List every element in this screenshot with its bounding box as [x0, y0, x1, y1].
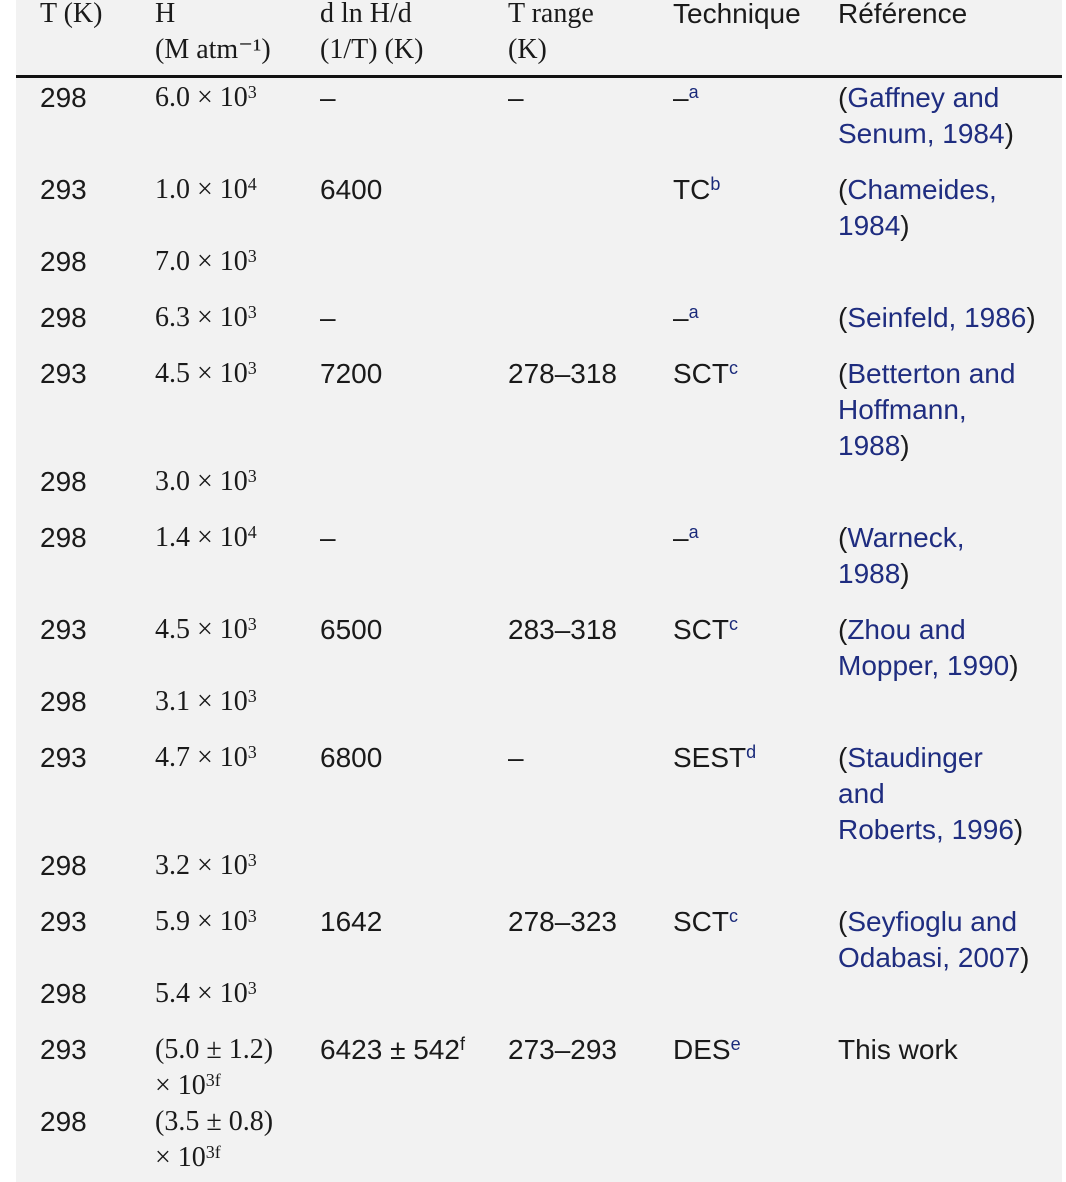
cell-technique: [673, 740, 756, 776]
cell-dlnh: [320, 904, 382, 940]
cell-dlnh: [320, 740, 382, 776]
paren-open: (: [838, 82, 848, 113]
table-row: [16, 520, 1062, 592]
henry-exponent: 3f: [205, 1142, 221, 1162]
cell-henry-constant: [155, 520, 257, 556]
paren-open: (: [838, 358, 848, 389]
cell-technique: [673, 1032, 741, 1068]
cell-technique: [673, 904, 738, 940]
henry-value: 5.4 × 10: [155, 978, 248, 1009]
table-row: [16, 904, 1062, 976]
cell-technique: [673, 612, 738, 648]
technique-value: –: [673, 522, 689, 553]
dlnh-value: 6800: [320, 742, 383, 773]
dlnh-value: –: [320, 82, 336, 113]
technique-value: SEST: [673, 742, 747, 773]
cell-temperature: 293: [40, 742, 87, 773]
paren-open: (: [838, 522, 848, 553]
paren-close: ): [1026, 302, 1036, 333]
dlnh-value: 6400: [320, 174, 383, 205]
reference-link[interactable]: Seyfioglu and Odabasi, 2007: [838, 906, 1021, 973]
dlnh-footnote: f: [459, 1034, 465, 1054]
henry-constant-table: [16, 0, 1062, 1182]
technique-footnote: e: [730, 1034, 741, 1054]
henry-value: 1.0 × 10: [155, 174, 248, 205]
cell-t-range: –: [508, 742, 524, 773]
technique-footnote: d: [746, 742, 757, 762]
henry-exponent: 3: [247, 686, 257, 706]
henry-exponent: 3: [247, 246, 257, 266]
cell-henry-constant: [155, 172, 257, 208]
cell-reference: [838, 740, 1058, 848]
technique-footnote: a: [688, 82, 699, 102]
dlnh-value: 6500: [320, 614, 383, 645]
header-technique: Technique: [673, 0, 801, 29]
header-temperature: T (K): [40, 0, 103, 29]
cell-temperature: 298: [40, 978, 87, 1009]
technique-footnote: c: [729, 906, 738, 926]
henry-exponent: 3: [247, 466, 257, 486]
cell-technique: [673, 300, 699, 336]
cell-temperature: 298: [40, 522, 87, 553]
cell-henry-constant: [155, 612, 257, 648]
cell-henry-constant: [155, 904, 257, 940]
technique-value: TC: [673, 174, 711, 205]
henry-value: 5.9 × 10: [155, 906, 248, 937]
table-row: [16, 172, 1062, 244]
paren-open: (: [838, 906, 848, 937]
cell-reference: [838, 80, 1058, 152]
paren-open: (: [838, 174, 848, 205]
henry-exponent: 3: [247, 906, 257, 926]
cell-dlnh: [320, 172, 382, 208]
cell-technique: [673, 80, 699, 116]
technique-footnote: a: [688, 302, 699, 322]
henry-value: 4.5 × 10: [155, 358, 248, 389]
table-row: [16, 612, 1062, 684]
henry-value: 6.0 × 10: [155, 82, 248, 113]
table-row: [16, 976, 1062, 1012]
table-row: [16, 356, 1062, 464]
paren-close: ): [1009, 650, 1019, 681]
table-row: [16, 300, 1062, 336]
henry-exponent: 4: [247, 522, 257, 542]
cell-t-range: 278–318: [508, 358, 618, 389]
cell-henry-constant: [155, 1104, 273, 1176]
cell-technique: [673, 172, 720, 208]
cell-temperature: 293: [40, 174, 87, 205]
technique-value: –: [673, 82, 689, 113]
header-t-range: T range (K): [508, 0, 594, 65]
henry-exponent: 4: [247, 174, 257, 194]
paren-open: (: [838, 614, 848, 645]
henry-exponent: 3: [247, 614, 257, 634]
cell-temperature: 293: [40, 906, 87, 937]
cell-henry-constant: [155, 464, 257, 500]
reference-link[interactable]: Warneck, 1988: [838, 522, 965, 589]
cell-t-range: –: [508, 82, 524, 113]
henry-exponent: 3: [247, 82, 257, 102]
paren-close: ): [900, 430, 910, 461]
table-row: [16, 684, 1062, 720]
paren-close: ): [900, 558, 910, 589]
header-reference: Référence: [838, 0, 968, 29]
reference-link[interactable]: Betterton and Hoffmann, 1988: [838, 358, 1016, 461]
cell-t-range: 283–318: [508, 614, 618, 645]
dlnh-value: 7200: [320, 358, 383, 389]
cell-henry-constant: [155, 740, 257, 776]
cell-dlnh: [320, 520, 336, 556]
cell-t-range: 273–293: [508, 1034, 618, 1065]
reference-link[interactable]: Staudinger and Roberts, 1996: [838, 742, 1014, 845]
cell-technique: [673, 356, 738, 392]
dlnh-value: 1642: [320, 906, 383, 937]
technique-value: –: [673, 302, 689, 333]
henry-exponent: 3: [247, 742, 257, 762]
cell-dlnh: [320, 80, 336, 116]
technique-footnote: a: [688, 522, 699, 542]
table-row: [16, 1032, 1062, 1104]
cell-temperature: 298: [40, 686, 87, 717]
reference-link[interactable]: Chameides, 1984: [838, 174, 997, 241]
paren-close: ): [1013, 814, 1024, 845]
table-header: [16, 0, 1062, 76]
cell-reference: [838, 612, 1058, 684]
henry-value: 3.1 × 10: [155, 686, 248, 717]
cell-henry-constant: [155, 684, 257, 720]
cell-technique: [673, 520, 699, 556]
paren-close: ): [1020, 942, 1030, 973]
dlnh-value: –: [320, 302, 336, 333]
cell-reference: [838, 300, 1058, 336]
table-body: [16, 78, 1062, 1176]
technique-value: SCT: [673, 358, 729, 389]
paren-open: (: [838, 302, 848, 333]
cell-reference: [838, 172, 1058, 244]
reference-link[interactable]: Gaffney and Senum, 1984: [838, 82, 1005, 149]
header-dlnh: d ln H/d (1/T) (K): [320, 0, 424, 65]
cell-dlnh: [320, 356, 382, 392]
henry-value: 3.0 × 10: [155, 466, 248, 497]
cell-henry-constant: [155, 1032, 273, 1104]
henry-value: (3.5 ± 0.8) × 10: [155, 1106, 274, 1173]
cell-reference: [838, 904, 1058, 976]
technique-footnote: c: [729, 614, 738, 634]
henry-exponent: 3: [247, 850, 257, 870]
dlnh-value: 6423 ± 542: [320, 1034, 460, 1065]
cell-temperature: 293: [40, 614, 87, 645]
cell-temperature: 298: [40, 302, 87, 333]
cell-t-range: 278–323: [508, 906, 618, 937]
cell-dlnh: [320, 1032, 465, 1068]
cell-henry-constant: [155, 976, 257, 1012]
cell-temperature: 298: [40, 1106, 87, 1137]
cell-dlnh: [320, 300, 336, 336]
table-row: [16, 740, 1062, 848]
paren-open: (: [838, 742, 848, 773]
cell-henry-constant: [155, 356, 257, 392]
cell-reference: [838, 1032, 1058, 1068]
table-row: [16, 464, 1062, 500]
technique-footnote: c: [729, 358, 738, 378]
cell-henry-constant: [155, 300, 257, 336]
reference-link[interactable]: Zhou and Mopper, 1990: [838, 614, 1010, 681]
technique-value: SCT: [673, 906, 729, 937]
henry-exponent: 3: [247, 978, 257, 998]
technique-footnote: b: [710, 174, 721, 194]
henry-exponent: 3: [247, 302, 257, 322]
reference-link[interactable]: Seinfeld, 1986: [847, 302, 1027, 333]
henry-value: (5.0 ± 1.2) × 10: [155, 1034, 274, 1101]
paren-close: ): [900, 210, 910, 241]
henry-value: 7.0 × 10: [155, 246, 248, 277]
header-henry-constant: H (M atm⁻¹): [155, 0, 271, 65]
paren-close: ): [1004, 118, 1014, 149]
henry-exponent: 3f: [205, 1070, 221, 1090]
reference-text: This work: [838, 1034, 958, 1065]
technique-value: SCT: [673, 614, 729, 645]
henry-value: 3.2 × 10: [155, 850, 248, 881]
henry-value: 4.5 × 10: [155, 614, 248, 645]
henry-exponent: 3: [247, 358, 257, 378]
cell-henry-constant: [155, 244, 257, 280]
table-row: [16, 80, 1062, 152]
cell-temperature: 298: [40, 466, 87, 497]
table-row: [16, 848, 1062, 884]
henry-value: 6.3 × 10: [155, 302, 248, 333]
henry-value: 4.7 × 10: [155, 742, 248, 773]
cell-henry-constant: [155, 848, 257, 884]
cell-reference: [838, 356, 1058, 464]
cell-temperature: 298: [40, 82, 87, 113]
technique-value: DES: [673, 1034, 731, 1065]
cell-temperature: 298: [40, 850, 87, 881]
cell-reference: [838, 520, 1058, 592]
cell-temperature: 298: [40, 246, 87, 277]
henry-value: 1.4 × 10: [155, 522, 248, 553]
cell-temperature: 293: [40, 1034, 87, 1065]
table-row: [16, 1104, 1062, 1176]
cell-temperature: 293: [40, 358, 87, 389]
dlnh-value: –: [320, 522, 336, 553]
table-row: [16, 244, 1062, 280]
cell-dlnh: [320, 612, 382, 648]
cell-henry-constant: [155, 80, 257, 116]
